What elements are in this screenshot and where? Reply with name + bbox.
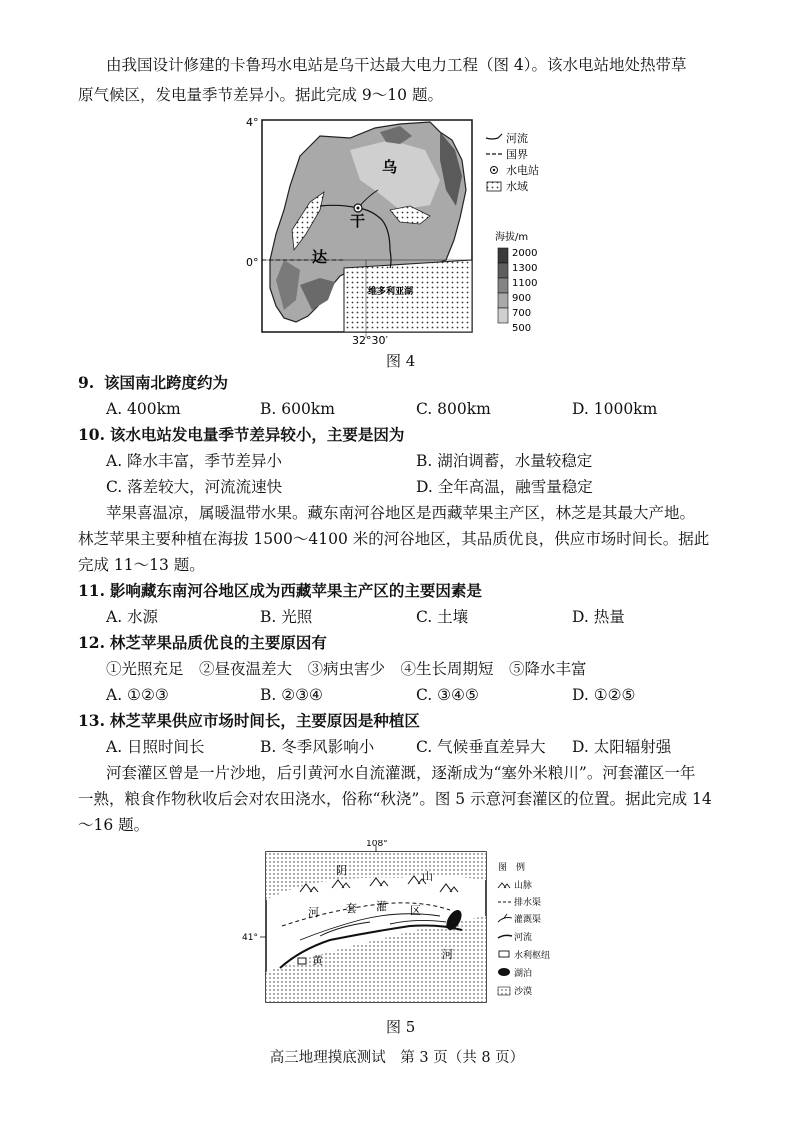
q13-option-c[interactable]: C. 气候垂直差异大 (416, 738, 546, 756)
map-char-he: 河 (308, 906, 319, 919)
page-footer: 高三地理摸底测试 第 3 页（共 8 页） (269, 1050, 525, 1066)
map-char-he2: 河 (442, 948, 453, 961)
elev-level-5: 700 (512, 308, 532, 319)
lake-victoria-label: 维多利亚湖 (368, 287, 414, 297)
question-9-text: 该国南北跨度约为 (104, 373, 229, 392)
lon-top-label: 108° (366, 840, 388, 849)
question-12 (78, 632, 327, 654)
q13-option-d[interactable]: D. 太阳辐射强 (572, 738, 672, 756)
figure-5-caption: 图 5 (386, 1018, 416, 1036)
fig5-legend (498, 861, 550, 997)
lat-zero-label: 0° (246, 256, 259, 269)
question-10-text: 该水电站发电量季节差异较小，主要是因为 (109, 425, 405, 444)
dam-legend-icon (499, 951, 509, 957)
legend-lake: 湖泊 (514, 969, 533, 979)
q9-option-d[interactable]: D. 1000km (572, 400, 658, 418)
country-char-2: 干 (350, 212, 366, 230)
intro-passage-2-line-3: 完成 11～13 题。 (78, 556, 205, 574)
legend-river: 河流 (514, 933, 533, 943)
elev-level-3: 1100 (512, 278, 538, 289)
intro-passage-3-line-1: 河套灌区曾是一片沙地，后引黄河水自流灌溉，逐渐成为“塞外米粮川”。河套灌区一年 (106, 764, 696, 782)
river-legend-icon (486, 134, 502, 139)
country-char-1: 乌 (382, 158, 398, 176)
q10-option-d[interactable]: D. 全年高温，融雪量稳定 (416, 478, 593, 496)
figure-5 (240, 840, 560, 1012)
map-char-yin: 阴 (336, 864, 347, 877)
intro-passage-3-line-2: 一熟，粮食作物秋收后会对农田浇水，俗称“秋浇”。图 5 示意河套灌区的位置。据此完成 14 (78, 790, 712, 808)
legend-border-label: 国界 (506, 148, 528, 161)
intro-passage-1-line-1: 由我国设计修建的卡鲁玛水电站是乌干达最大电力工程（图 4）。该水电站地处热带草 (106, 56, 687, 74)
q12-option-a[interactable]: A. ①②③ (106, 686, 169, 704)
q12-statement-items: ①光照充足 ②昼夜温差大 ③病虫害少 ④生长周期短 ⑤降水丰富 (106, 660, 587, 678)
legend-river-label: 河流 (506, 132, 528, 145)
question-9-number: 9. (78, 373, 95, 392)
hydropower-station-icon (354, 204, 362, 212)
question-13 (78, 710, 420, 732)
q12-option-d[interactable]: D. ①②⑤ (572, 686, 636, 704)
legend-title: 图 例 (498, 863, 526, 873)
legend-mountain: 山脉 (514, 881, 533, 891)
legend-water-label: 水域 (506, 180, 528, 193)
q12-option-c[interactable]: C. ③④⑤ (416, 686, 479, 704)
q13-option-b[interactable]: B. 冬季风影响小 (260, 738, 375, 756)
lat-top-label: 4° (246, 116, 259, 129)
q11-option-d[interactable]: D. 热量 (572, 608, 625, 626)
q11-option-b[interactable]: B. 光照 (260, 608, 313, 626)
legend-desert: 沙漠 (514, 987, 533, 997)
hetao-map (240, 840, 560, 1012)
q9-option-a[interactable]: A. 400km (106, 400, 181, 418)
map-char-huang: 黄 (312, 954, 323, 967)
elevation-legend (495, 230, 537, 334)
water-legend-icon (487, 182, 501, 191)
mountain-legend-icon (498, 883, 510, 888)
map-char-qu: 区 (410, 904, 421, 917)
question-11-number: 11. (78, 581, 105, 600)
station-legend-icon (491, 167, 498, 174)
q12-option-b[interactable]: B. ②③④ (260, 686, 323, 704)
intro-passage-1-line-2: 原气候区，发电量季节差异小。据此完成 9～10 题。 (78, 86, 443, 104)
elev-level-4: 900 (512, 293, 532, 304)
question-11-text: 影响藏东南河谷地区成为西藏苹果主产区的主要因素是 (109, 581, 482, 600)
intro-passage-2-line-2: 林芝苹果主要种植在海拔 1500～4100 米的河谷地区，其品质优良，供应市场时间长。据此 (78, 530, 710, 548)
legend-dam: 水利枢纽 (514, 951, 551, 961)
q10-option-c[interactable]: C. 落差较大，河流流速快 (106, 478, 283, 496)
elevation-title: 海拔/m (495, 232, 529, 243)
elev-level-6: 500 (512, 323, 532, 334)
figure-4-caption: 图 4 (386, 352, 416, 370)
q13-option-a[interactable]: A. 日照时间长 (106, 738, 205, 756)
q11-option-a[interactable]: A. 水源 (106, 608, 159, 626)
question-12-text: 林芝苹果品质优良的主要原因有 (109, 633, 327, 652)
country-char-3: 达 (312, 248, 328, 266)
map-char-guan: 灌 (376, 900, 387, 913)
map-char-tao: 套 (346, 902, 357, 915)
lon-bottom-label: 32°30′ (352, 334, 388, 346)
desert-legend-icon (498, 987, 510, 995)
uganda-map (240, 110, 570, 346)
question-11 (78, 580, 482, 602)
q11-option-c[interactable]: C. 土壤 (416, 608, 469, 626)
lat-left-label: 41° (242, 933, 258, 943)
irrigation-legend-icon (498, 914, 512, 922)
figure-4 (240, 110, 570, 346)
question-13-number: 13. (78, 711, 105, 730)
legend-drain: 排水渠 (514, 898, 542, 908)
question-10 (78, 424, 404, 446)
intro-passage-2-line-1: 苹果喜温凉，属暖温带水果。藏东南河谷地区是西藏苹果主产区，林芝是其最大产地。 (106, 504, 696, 522)
q10-option-a[interactable]: A. 降水丰富，季节差异小 (106, 452, 283, 470)
lake-legend-icon (498, 968, 510, 976)
question-12-number: 12. (78, 633, 105, 652)
elev-level-2: 1300 (512, 263, 538, 274)
q9-option-b[interactable]: B. 600km (260, 400, 335, 418)
legend-station-label: 水电站 (506, 164, 539, 177)
question-9 (78, 372, 228, 394)
q10-option-b[interactable]: B. 湖泊调蓄，水量较稳定 (416, 452, 593, 470)
question-13-text: 林芝苹果供应市场时间长，主要原因是种植区 (109, 711, 420, 730)
question-10-number: 10. (78, 425, 105, 444)
map-char-shan: 山 (422, 870, 433, 883)
fig4-legend (486, 131, 539, 193)
elev-level-1: 2000 (512, 248, 538, 259)
intro-passage-3-line-3: ～16 题。 (78, 816, 150, 834)
legend-irrigation: 灌溉渠 (514, 915, 542, 925)
river-legend-icon (498, 935, 512, 938)
q9-option-c[interactable]: C. 800km (416, 400, 491, 418)
dam-marker (298, 958, 306, 964)
